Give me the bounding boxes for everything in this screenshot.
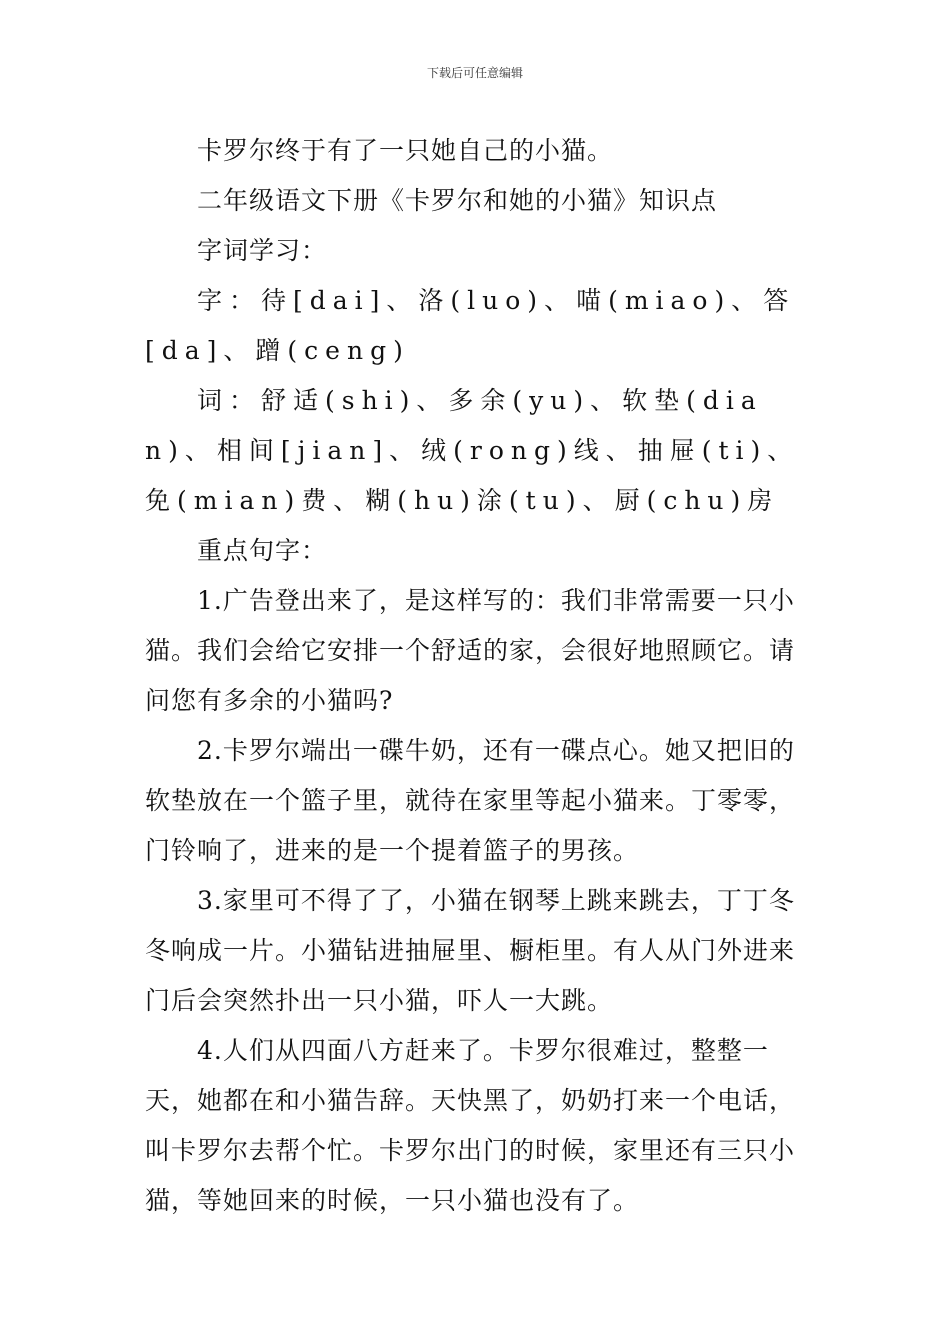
- document-body: [145, 126, 815, 1226]
- paragraph-section-vocab: 字词学习：: [197, 236, 328, 265]
- paragraph-section-sentences: 重点句字：: [197, 536, 328, 565]
- paragraph-characters: 字：待[dai]、洛(luo)、喵(miao)、答[da]、蹭(ceng): [145, 286, 796, 365]
- paragraph-sentence-1: 1.广告登出来了，是这样写的：我们非常需要一只小猫。我们会给它安排一个舒适的家，会很好地照顾它。请问您有多余的小猫吗?: [145, 586, 796, 715]
- paragraph-sentence-2: 2.卡罗尔端出一碟牛奶，还有一碟点心。她又把旧的软垫放在一个篮子里，就待在家里等起小猫来。丁零零，门铃响了，进来的是一个提着篮子的男孩。: [145, 736, 796, 865]
- paragraph-words: 词：舒适(shi)、多余(yu)、软垫(dian)、相间[jian]、绒(rong)线、抽屉(ti)、免(mian)费、糊(hu)涂(tu)、厨(chu)房: [145, 386, 800, 515]
- page-header-note: 下载后可任意编辑: [426, 66, 523, 80]
- paragraph-sentence-3: 3.家里可不得了了，小猫在钢琴上跳来跳去，丁丁冬冬响成一片。小猫钻进抽屉里、橱柜里。有人从门外进来门后会突然扑出一只小猫，吓人一大跳。: [145, 886, 796, 1015]
- paragraph-title: 二年级语文下册《卡罗尔和她的小猫》知识点: [197, 186, 718, 215]
- paragraph-sentence-4: 4.人们从四面八方赶来了。卡罗尔很难过，整整一天，她都在和小猫告辞。天快黑了，奶奶打来一个电话，叫卡罗尔去帮个忙。卡罗尔出门的时候，家里还有三只小猫，等她回来的时候，一只小猫也没有了。: [145, 1036, 796, 1215]
- paragraph-1: 卡罗尔终于有了一只她自己的小猫。: [197, 136, 614, 165]
